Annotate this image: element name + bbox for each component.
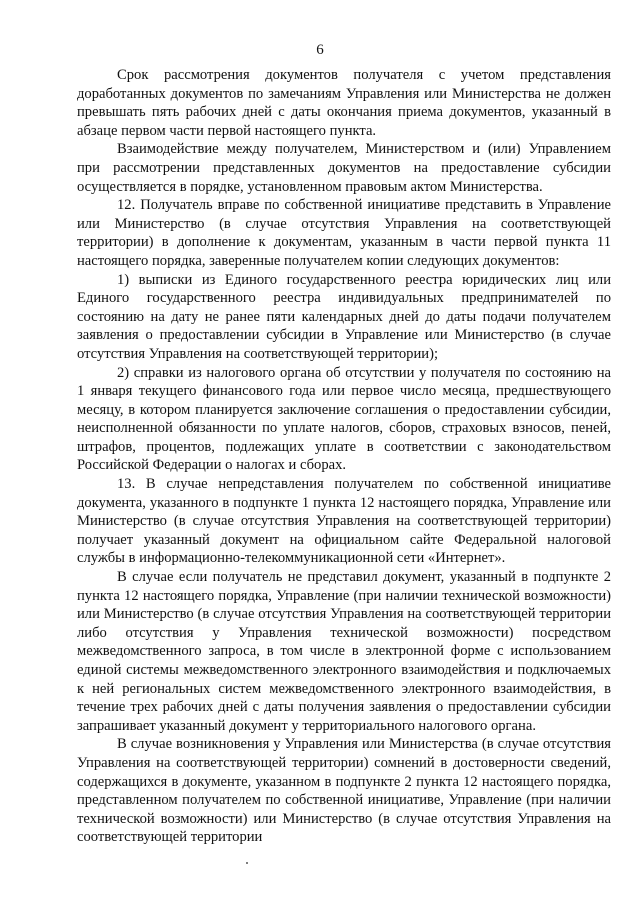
paragraph-interaction: Взаимодействие между получателем, Министерством и (или) Управлением при рассмотрении представленных документов на предоставление субсидии осуществляется в порядке, установленном правовым актом Министерства. [77, 141, 611, 195]
paragraph-item-13: 13. В случае непредставления получателем по собственной инициативе документа, указанного в подпункте 1 пункта 12 настоящего порядка, Управление или Министерство (в случае отсутствия Управления на соответствующей территории) получает указанный документ на официальном сайте Федеральной налоговой службы в информационно-телекоммуникационной сети «Интернет». [77, 476, 611, 567]
document-body [77, 66, 611, 847]
paragraph-item-12-1: 1) выписки из Единого государственного реестра юридических лиц или Единого государственного реестра индивидуальных предпринимателей по состоянию на дату не ранее пяти календарных дней до даты подачи получателем заявления о предоставлении субсидии в Управление или Министерство (в случае отсутствия Управления на соответствующей территории); [77, 271, 611, 362]
paragraph-item-12-2: 2) справки из налогового органа об отсутствии у получателя по состоянию на 1 января текущего финансового года или первое число месяца, предшествующего месяцу, в котором планируется заключение соглашения о предоставлении субсидии, неисполненной обязанности по уплате налогов, сборов, страховых взносов, пеней, штрафов, процентов, подлежащих уплате в соответствии с законодательством Российской Федерации о налогах и сборах. [77, 364, 611, 474]
scan-speck [246, 862, 248, 864]
paragraph-item-12: 12. Получатель вправе по собственной инициативе представить в Управление или Министерство (в случае отсутствия Управления на соответствующей территории) в дополнение к документам, указанным в части первой пункта 11 настоящего порядка, заверенные получателем копии следующих документов: [77, 197, 611, 269]
page-number: 6 [316, 42, 324, 58]
paragraph-interagency-request: В случае если получатель не представил документ, указанный в подпункте 2 пункта 12 настоящего порядка, Управление (при наличии технической возможности) или Министерство (в случае отсутствия Управления на соответствующей территории либо отсутствия у Управления технической возможности) посредством межведомственного запроса, в том числе в электронной форме с использованием единой системы межведомственного электронного взаимодействия и подключаемых к ней региональных систем межведомственного электронного взаимодействия, в течение трех рабочих дней с даты получения заявления о предоставлении субсидии запрашивает указанный документ у территориального налогового органа. [77, 569, 611, 734]
paragraph-review-period: Срок рассмотрения документов получателя с учетом представления доработанных документов по замечаниям Управления или Министерства не должен превышать пять рабочих дней с даты окончания приема документов, указанный в абзаце первом части первой настоящего пункта. [77, 67, 611, 139]
paragraph-doubts: В случае возникновения у Управления или Министерства (в случае отсутствия Управления на соответствующей территории) сомнений в достоверности сведений, содержащихся в документе, указанном в подпункте 2 пункта 12 настоящего порядка, представленном получателем по собственной инициативе, Управление (при наличии технической возможности) или Министерство (в случае отсутствия Управления на соответствующей территории [77, 736, 611, 846]
